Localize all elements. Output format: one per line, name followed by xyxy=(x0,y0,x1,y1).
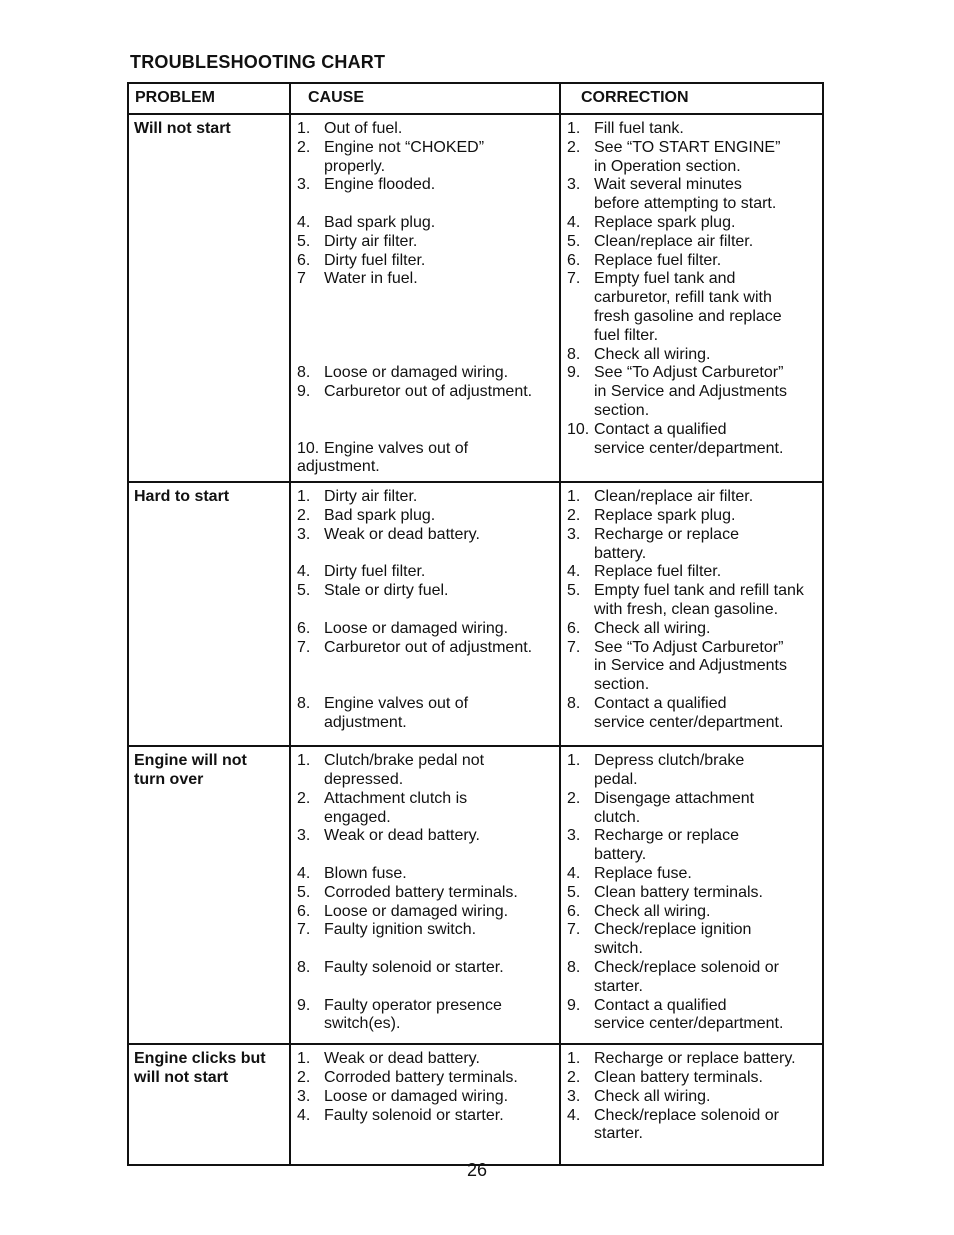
table-row xyxy=(128,114,823,482)
list-item: 7. Carburetor out of adjustment. xyxy=(297,638,533,656)
list-item-continuation: adjustment. xyxy=(297,458,380,476)
list-item: 4. Bad spark plug. xyxy=(297,213,436,231)
page-number: 26 xyxy=(466,1160,488,1180)
problem-cell xyxy=(128,1044,290,1165)
list-item: 5. Clean/replace air filter. xyxy=(567,232,754,250)
header-row xyxy=(128,83,823,114)
list-item: 1. Clean/replace air filter. xyxy=(567,488,754,506)
list-item: 4. Replace spark plug. xyxy=(567,213,736,231)
list-item: 3. Recharge or replace battery. xyxy=(567,525,739,562)
problem-label: Engine will not turn over xyxy=(134,752,247,788)
list-item: 4. Dirty fuel filter. xyxy=(297,563,426,581)
list-item: 8. Contact a qualified service center/department. xyxy=(567,694,784,731)
page-title: TROUBLESHOOTING CHART xyxy=(130,52,386,72)
problem-cell xyxy=(128,482,290,746)
list-item: 2. Clean battery terminals. xyxy=(567,1068,763,1086)
list-item: 4. Check/replace solenoid or starter. xyxy=(567,1106,779,1143)
list-item: 2. Corroded battery terminals. xyxy=(297,1068,518,1086)
list-item: 8. Check/replace solenoid or starter. xyxy=(567,958,779,995)
list-item: 6. Replace fuel filter. xyxy=(567,251,722,269)
list-item: 5. Stale or dirty fuel. xyxy=(297,582,449,600)
list-item: 5. Corroded battery terminals. xyxy=(297,883,518,901)
list-item: 8. Loose or damaged wiring. xyxy=(297,364,509,382)
list-item: 4. Replace fuse. xyxy=(567,864,692,882)
list-item: 2. Attachment clutch is engaged. xyxy=(297,789,468,826)
list-item: 1. Out of fuel. xyxy=(297,120,403,137)
list-item: 1. Recharge or replace battery. xyxy=(567,1050,796,1068)
list-item: 9. See “To Adjust Carburetor” in Service and Adjustments section. xyxy=(567,364,787,419)
list-item: 6. Loose or damaged wiring. xyxy=(297,619,509,637)
list-item: 2. See “TO START ENGINE” in Operation section. xyxy=(567,138,781,175)
problem-cell xyxy=(128,114,290,482)
problem-label: Will not start xyxy=(134,120,231,137)
list-item: 3. Check all wiring. xyxy=(567,1087,711,1105)
list-item: 3. Weak or dead battery. xyxy=(297,827,480,845)
correction-cell xyxy=(560,482,823,746)
list-item: 6. Check all wiring. xyxy=(567,619,711,637)
header-cause: CAUSE xyxy=(290,83,560,114)
list-item: 4. Faulty solenoid or starter. xyxy=(297,1106,504,1124)
list-item: 9. Faulty operator presence switch(es). xyxy=(297,996,502,1033)
list-item: 2. Disengage attachment clutch. xyxy=(567,789,755,826)
cause-cell xyxy=(290,482,560,746)
correction-cell xyxy=(560,746,823,1044)
list-item: 1. Depress clutch/brake pedal. xyxy=(567,752,745,788)
list-item: 10. Contact a qualified service center/department. xyxy=(567,420,784,457)
list-item: 8. Faulty solenoid or starter. xyxy=(297,958,504,976)
list-item: 3. Engine flooded. xyxy=(297,176,436,194)
problem-label: Hard to start xyxy=(134,488,230,506)
list-item: 10. Engine valves out of xyxy=(297,439,469,457)
list-item: 4. Blown fuse. xyxy=(297,864,407,882)
list-item: 1. Dirty air filter. xyxy=(297,488,418,506)
list-item: 8. Check all wiring. xyxy=(567,345,711,363)
list-item: 5. Dirty air filter. xyxy=(297,232,418,250)
list-item: 8. Engine valves out of adjustment. xyxy=(297,694,469,731)
cause-cell xyxy=(290,1044,560,1165)
list-item: 5. Clean battery terminals. xyxy=(567,883,763,901)
troubleshooting-table xyxy=(127,82,824,1166)
list-item: 3. Wait several minutes before attempting to start. xyxy=(567,176,777,213)
table-row xyxy=(128,746,823,1044)
list-item: 7 Water in fuel. xyxy=(297,270,418,288)
list-item: 2. Bad spark plug. xyxy=(297,506,436,524)
list-item: 1. Fill fuel tank. xyxy=(567,120,684,137)
list-item: 4. Replace fuel filter. xyxy=(567,563,722,581)
cause-cell xyxy=(290,114,560,482)
list-item: 1. Clutch/brake pedal not depressed. xyxy=(297,752,485,788)
header-correction: CORRECTION xyxy=(560,83,823,114)
table-row xyxy=(128,1044,823,1165)
table-row xyxy=(128,482,823,746)
list-item: 7. Check/replace ignition switch. xyxy=(567,921,752,958)
correction-cell xyxy=(560,114,823,482)
correction-cell xyxy=(560,1044,823,1165)
problem-cell xyxy=(128,746,290,1044)
list-item: 3. Recharge or replace battery. xyxy=(567,827,739,864)
list-item: 2. Replace spark plug. xyxy=(567,506,736,524)
list-item: 5. Empty fuel tank and refill tank with fresh, clean gasoline. xyxy=(567,582,804,618)
problem-label: Engine clicks but will not start xyxy=(134,1050,266,1086)
list-item: 7. Empty fuel tank and carburetor, refill tank with fresh gasoline and replace fuel filter. xyxy=(567,270,782,344)
list-item: 9. Contact a qualified service center/department. xyxy=(567,996,784,1033)
list-item: 3. Weak or dead battery. xyxy=(297,525,480,543)
list-item: 3. Loose or damaged wiring. xyxy=(297,1087,509,1105)
list-item: 9. Carburetor out of adjustment. xyxy=(297,383,533,401)
list-item: 2. Engine not “CHOKED” properly. xyxy=(297,138,485,175)
list-item: 1. Weak or dead battery. xyxy=(297,1050,480,1068)
header-problem: PROBLEM xyxy=(128,83,290,114)
list-item: 6. Loose or damaged wiring. xyxy=(297,902,509,920)
list-item: 6. Dirty fuel filter. xyxy=(297,251,426,269)
cause-cell xyxy=(290,746,560,1044)
list-item: 7. See “To Adjust Carburetor” in Service and Adjustments section. xyxy=(567,638,787,694)
list-item: 6. Check all wiring. xyxy=(567,902,711,920)
list-item: 7. Faulty ignition switch. xyxy=(297,921,477,939)
